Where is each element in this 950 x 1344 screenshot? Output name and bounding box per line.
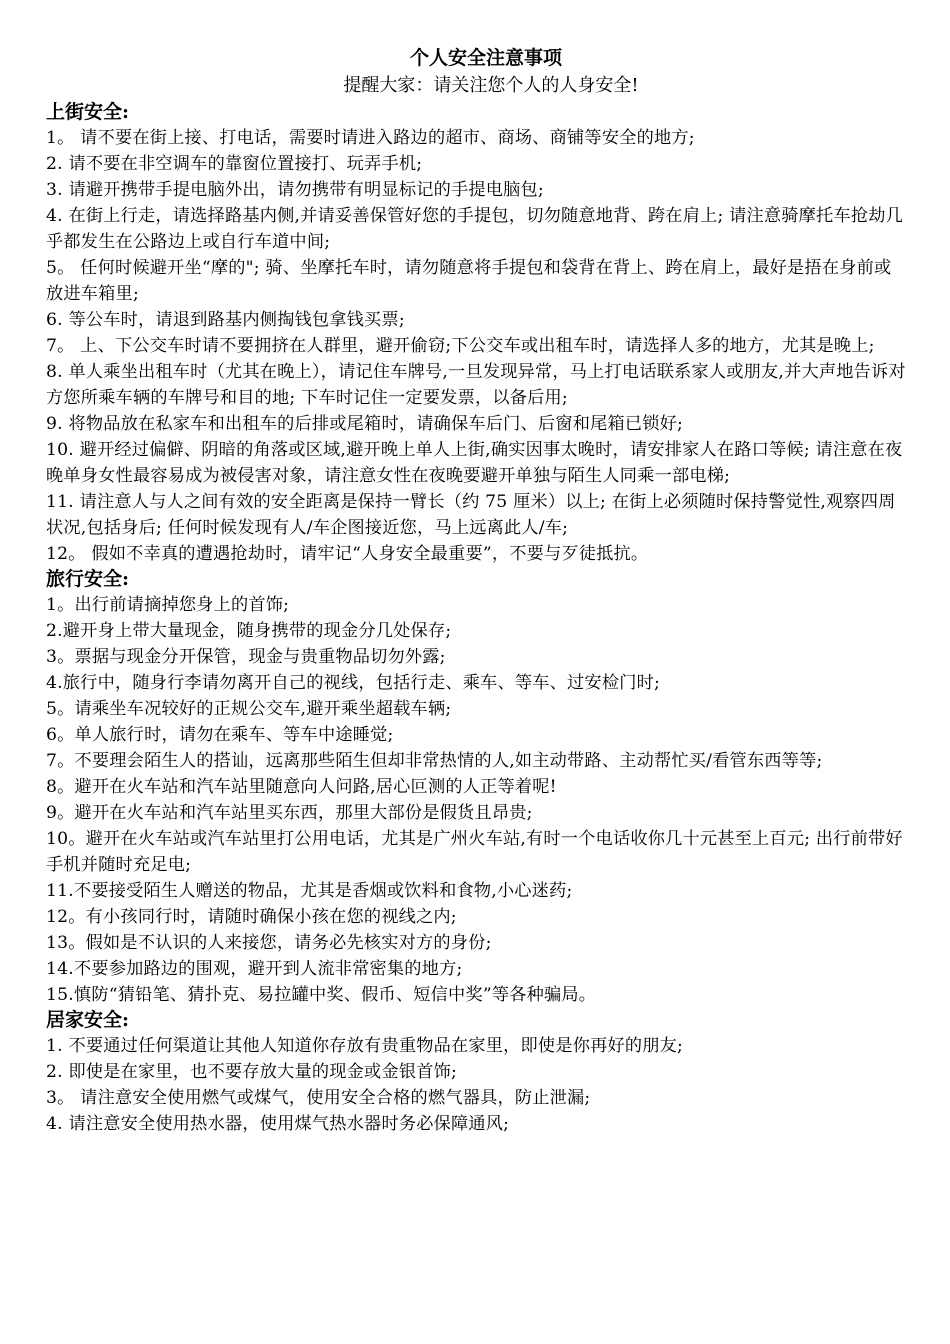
section-home-safety (46, 1008, 906, 1137)
list-item: 8. 单人乘坐出租车时（尤其在晚上），请记住车牌号,一旦发现异常，马上打电话联系家人或朋友,并大声地告诉对方您所乘车辆的车牌号和目的地; 下车时记住一定要发票，以备后用; (46, 362, 906, 408)
list-item: 6。单人旅行时，请勿在乘车、等车中途睡觉; (46, 725, 394, 745)
list-item: 3. 请避开携带手提电脑外出，请勿携带有明显标记的手提电脑包; (46, 180, 544, 200)
list-item: 5。 任何时候避开坐“摩的"; 骑、坐摩托车时，请勿随意将手提包和袋背在背上、跨在肩上，最好是捂在身前或放进车箱里; (46, 258, 892, 304)
section-street-safety (46, 100, 906, 567)
list-item: 9. 将物品放在私家车和出租车的后排或尾箱时，请确保车后门、后窗和尾箱已锁好; (46, 414, 684, 434)
section-heading: 上街安全: (46, 101, 130, 123)
list-item: 10. 避开经过偏僻、阴暗的角落或区域,避开晚上单人上街,确实因事太晚时，请安排家人在路口等候; 请注意在夜晚单身女性最容易成为被侵害对象，请注意女性在夜晚要避开单独与陌生人同乘一部电梯; (46, 440, 903, 486)
list-item: 7。不要理会陌生人的搭讪，远离那些陌生但却非常热情的人,如主动带路、主动帮忙买/看管东西等等; (46, 751, 823, 771)
document-title: 个人安全注意事项 (409, 47, 562, 69)
section-travel-safety (46, 567, 906, 1008)
list-item: 15.慎防“猜铅笔、猜扑克、易拉罐中奖、假币、短信中奖”等各种骗局。 (46, 985, 597, 1005)
list-item: 5。请乘坐车况较好的正规公交车,避开乘坐超载车辆; (46, 699, 452, 719)
list-item: 2. 即使是在家里，也不要存放大量的现金或金银首饰; (46, 1062, 457, 1082)
list-item: 11.不要接受陌生人赠送的物品，尤其是香烟或饮料和食物,小心迷药; (46, 881, 573, 901)
section-heading: 旅行安全: (46, 568, 130, 590)
list-item: 1。出行前请摘掉您身上的首饰; (46, 595, 290, 615)
document-subtitle: 提醒大家：请关注您个人的人身安全! (343, 75, 639, 96)
list-item: 4.旅行中，随身行李请勿离开自己的视线，包括行走、乘车、等车、过安检门时; (46, 673, 660, 693)
list-item: 12。有小孩同行时，请随时确保小孩在您的视线之内; (46, 907, 457, 927)
list-item: 10。避开在火车站或汽车站里打公用电话，尤其是广州火车站,有时一个电话收你几十元甚至上百元; 出行前带好手机并随时充足电; (46, 829, 903, 875)
list-item: 12。 假如不幸真的遭遇抢劫时，请牢记“人身安全最重要”，不要与歹徒抵抗。 (46, 544, 649, 564)
list-item: 1。 请不要在街上接、打电话，需要时请进入路边的超市、商场、商铺等安全的地方; (46, 128, 695, 148)
list-item: 13。假如是不认识的人来接您，请务必先核实对方的身份; (46, 933, 492, 953)
list-item: 3。 请注意安全使用燃气或煤气，使用安全合格的燃气器具，防止泄漏; (46, 1088, 591, 1108)
list-item: 3。票据与现金分开保管，现金与贵重物品切勿外露; (46, 647, 446, 667)
list-item: 6. 等公车时，请退到路基内侧掏钱包拿钱买票; (46, 310, 405, 330)
list-item: 2. 请不要在非空调车的靠窗位置接打、玩弄手机; (46, 154, 423, 174)
list-item: 1. 不要通过任何渠道让其他人知道你存放有贵重物品在家里，即使是你再好的朋友; (46, 1036, 684, 1056)
section-heading: 居家安全: (46, 1009, 130, 1031)
list-item: 4. 请注意安全使用热水器，使用煤气热水器时务必保障通风; (46, 1114, 510, 1134)
document-page (46, 44, 906, 1137)
list-item: 11. 请注意人与人之间有效的安全距离是保持一臂长（约 75 厘米）以上; 在街上必须随时保持警觉性,观察四周状况,包括身后; 任何时候发现有人/车企图接近您，马上远离此人/车; (46, 492, 896, 538)
list-item: 7。 上、下公交车时请不要拥挤在人群里，避开偷窃;下公交车或出租车时，请选择人多的地方，尤其是晚上; (46, 336, 875, 356)
list-item: 9。避开在火车站和汽车站里买东西，那里大部份是假货且昂贵; (46, 803, 533, 823)
list-item: 2.避开身上带大量现金，随身携带的现金分几处保存; (46, 621, 452, 641)
list-item: 8。避开在火车站和汽车站里随意向人问路,居心叵测的人正等着呢! (46, 777, 557, 797)
list-item: 14.不要参加路边的围观，避开到人流非常密集的地方; (46, 959, 463, 979)
list-item: 4. 在街上行走，请选择路基内侧,并请妥善保管好您的手提包，切勿随意地背、跨在肩上; 请注意骑摩托车抢劫几乎都发生在公路边上或自行车道中间; (46, 206, 903, 252)
